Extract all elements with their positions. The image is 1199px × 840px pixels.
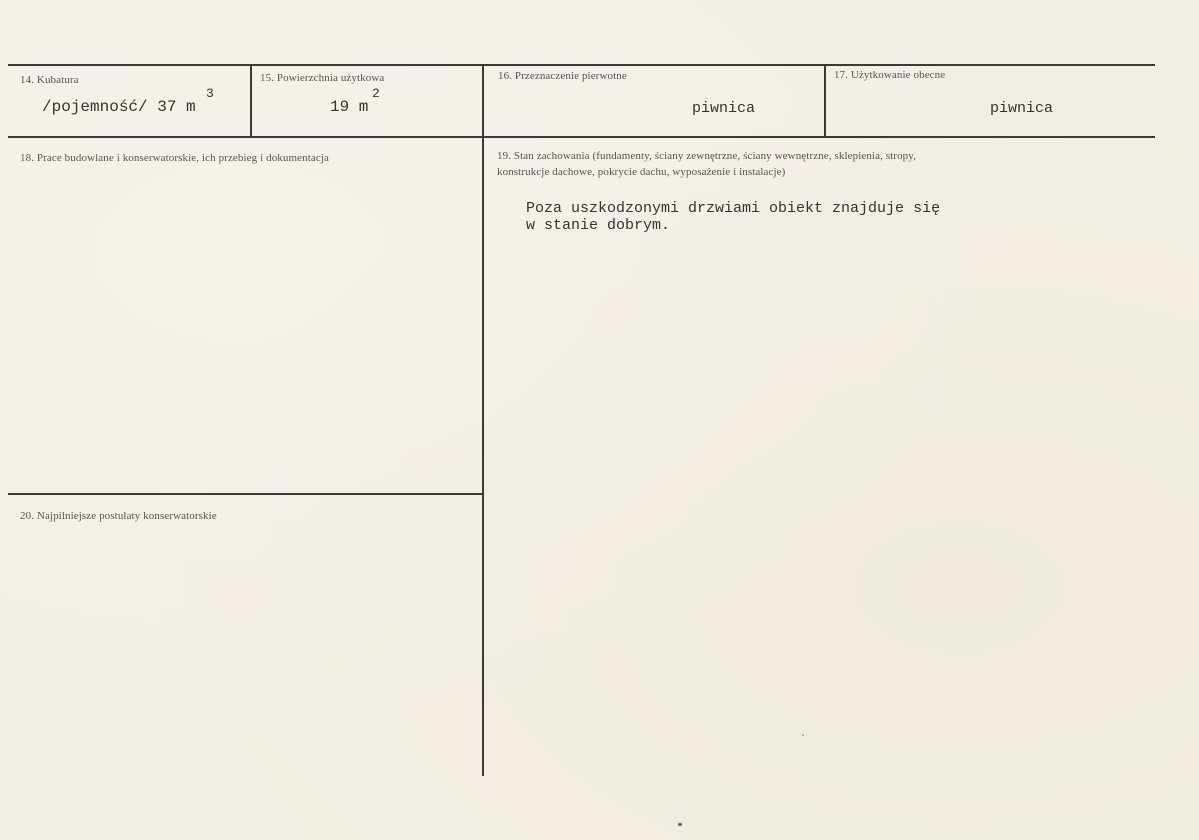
przeznaczenie-value: piwnica xyxy=(692,100,756,117)
kubatura-exponent: 3 xyxy=(206,86,214,101)
stan-zachowania-value-line1: Poza uszkodzonymi drzwiami obiekt znajduje się xyxy=(526,200,941,217)
stan-zachowania-label-line2: konstrukcje dachowe, pokrycie dachu, wyposażenie i instalacje) xyxy=(497,166,786,178)
stan-zachowania-value-line2: w stanie dobrym. xyxy=(526,217,671,234)
kubatura-label: 14. Kubatura xyxy=(20,74,79,86)
powierzchnia-label: 15. Powierzchnia użytkowa xyxy=(260,72,385,84)
row1-bottom-rule xyxy=(8,136,1155,138)
stan-zachowania-label-line1: 19. Stan zachowania (fundamenty, ściany zewnętrzne, ściany wewnętrzne, sklepienia, stropy, xyxy=(497,150,917,162)
divider-15-16 xyxy=(482,64,484,776)
postulaty-label: 20. Najpilniejsze postulaty konserwatorskie xyxy=(20,510,217,522)
top-rule xyxy=(8,64,1155,66)
uzytkowanie-value: piwnica xyxy=(990,100,1054,117)
paper-speck xyxy=(802,734,804,736)
przeznaczenie-label: 16. Przeznaczenie pierwotne xyxy=(498,70,627,82)
paper-speck xyxy=(678,823,682,826)
divider-14-15 xyxy=(250,64,252,137)
divider-16-17 xyxy=(824,64,826,137)
powierzchnia-exponent: 2 xyxy=(372,86,380,101)
section18-bottom-rule xyxy=(8,493,483,495)
kubatura-value: /pojemność/ 37 m xyxy=(42,98,196,116)
powierzchnia-value: 19 m xyxy=(330,98,369,116)
uzytkowanie-label: 17. Użytkowanie obecne xyxy=(834,69,946,81)
prace-budowlane-label: 18. Prace budowlane i konserwatorskie, ich przebieg i dokumentacja xyxy=(20,152,329,164)
